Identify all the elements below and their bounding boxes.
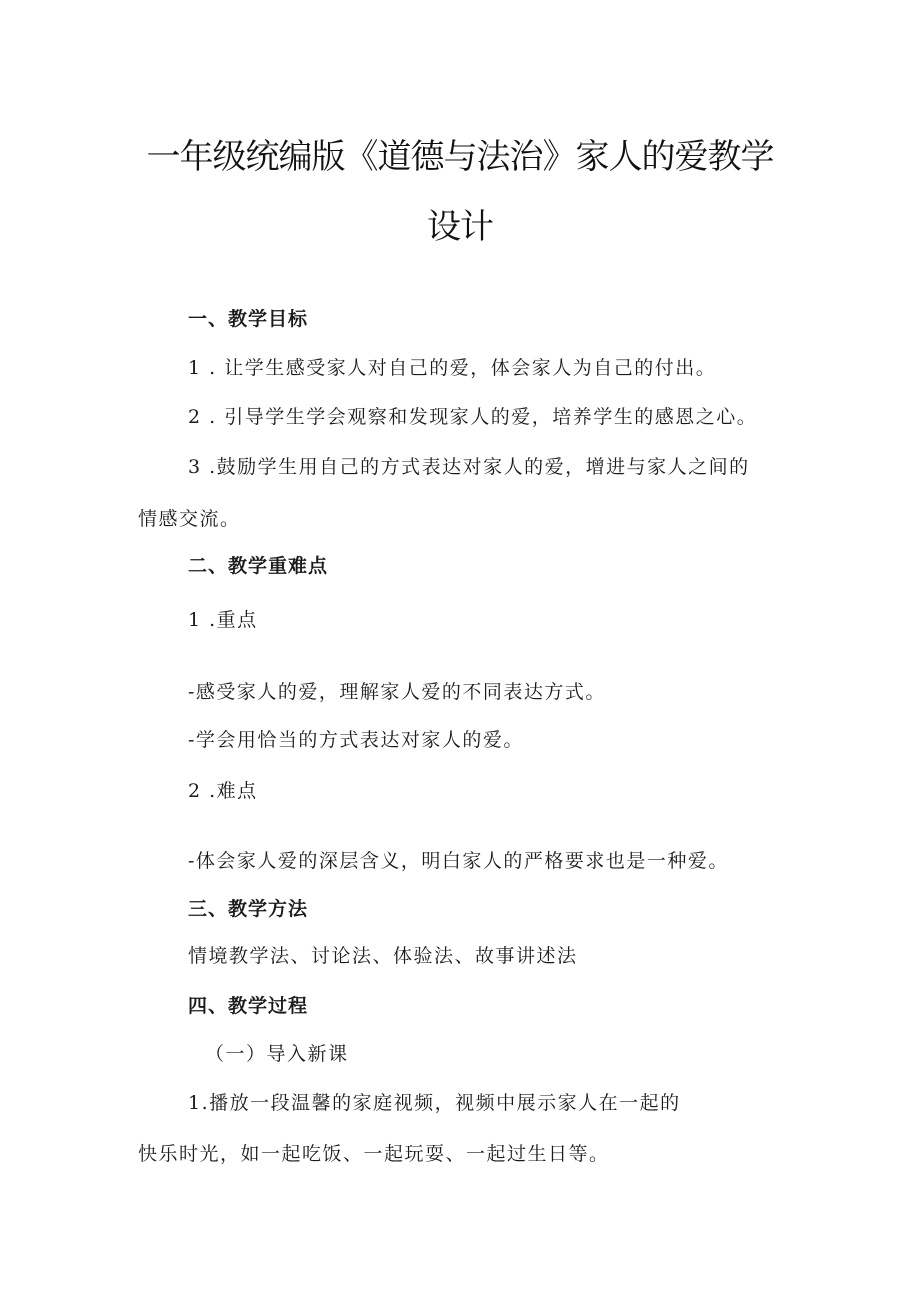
section-heading-objectives: 一、教学目标 xyxy=(188,308,309,330)
section-heading-key-points: 二、教学重难点 xyxy=(188,555,329,577)
difficulty-bullet-1: -体会家人爱的深层含义，明白家人的严格要求也是一种爱。 xyxy=(188,850,729,872)
process-intro-item-1-line-1: 1.播放一段温馨的家庭视频，视频中展示家人在一起的 xyxy=(188,1092,681,1114)
objective-item-3-line-2: 情感交流。 xyxy=(138,508,241,530)
section-heading-process: 四、教学过程 xyxy=(188,995,309,1017)
key-point-bullet-1: -感受家人的爱，理解家人爱的不同表达方式。 xyxy=(188,681,606,703)
document-title-line-1: 一年级统编版《道德与法治》家人的爱教学 xyxy=(146,137,774,177)
objective-item-2: 2 . 引导学生学会观察和发现家人的爱，培养学生的感恩之心。 xyxy=(188,406,758,428)
methods-text: 情境教学法、讨论法、体验法、故事讲述法 xyxy=(188,945,578,967)
process-subheading-intro: （一）导入新课 xyxy=(205,1043,349,1065)
difficulty-label: 2 .难点 xyxy=(188,780,258,802)
objective-item-1: 1 . 让学生感受家人对自己的爱，体会家人为自己的付出。 xyxy=(188,357,717,379)
section-heading-methods: 三、教学方法 xyxy=(188,898,309,920)
key-point-label: 1 .重点 xyxy=(188,609,258,631)
document-title-line-2: 设计 xyxy=(427,207,493,247)
objective-item-3-line-1: 3 .鼓励学生用自己的方式表达对家人的爱，增进与家人之间的 xyxy=(188,456,750,478)
process-intro-item-1-line-2: 快乐时光，如一起吃饭、一起玩耍、一起过生日等。 xyxy=(138,1143,610,1165)
key-point-bullet-2: -学会用恰当的方式表达对家人的爱。 xyxy=(188,729,524,751)
